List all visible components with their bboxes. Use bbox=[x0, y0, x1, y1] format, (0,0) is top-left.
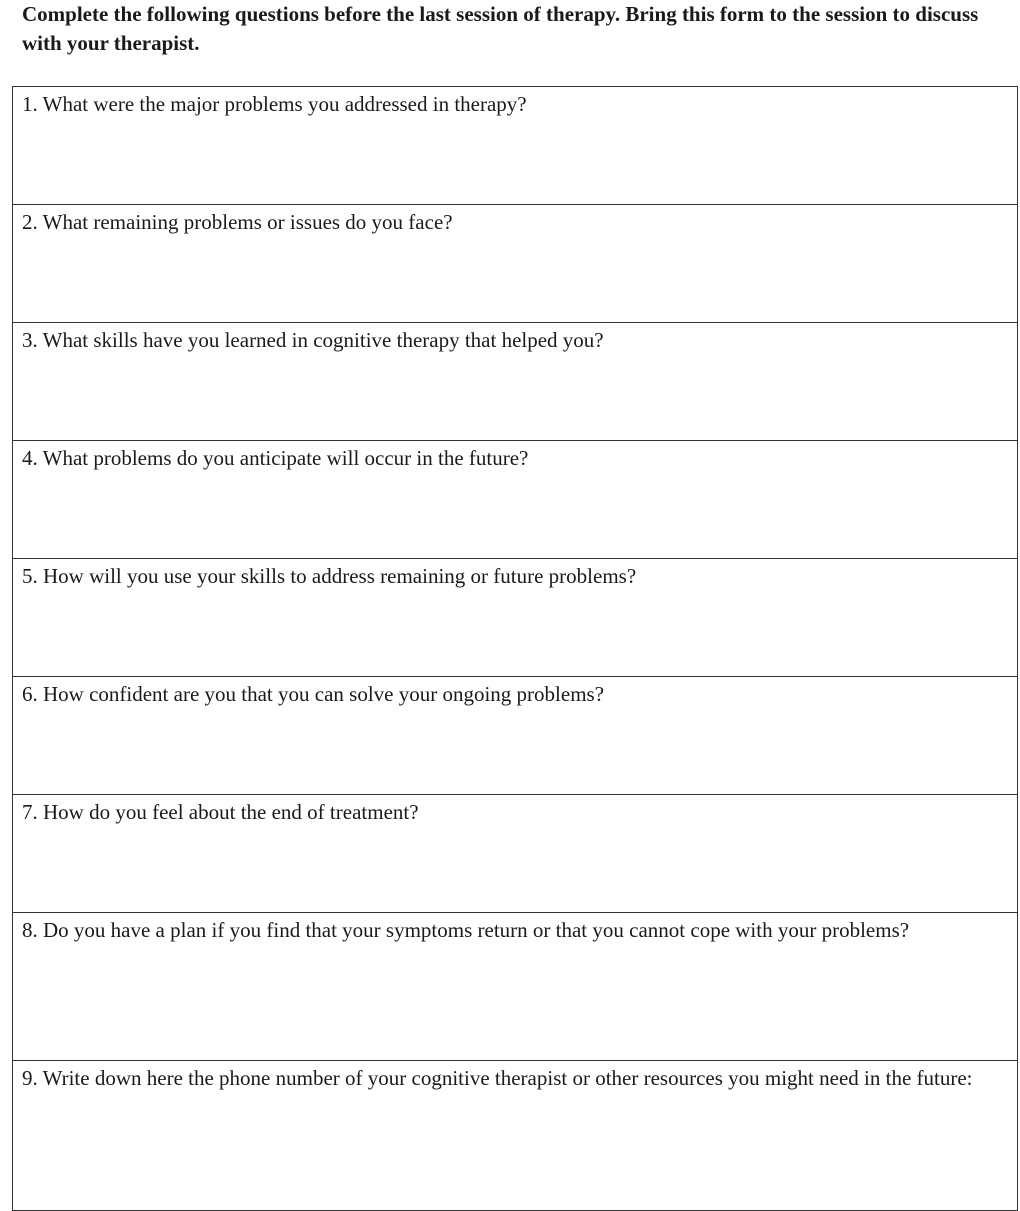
question-text-1: 1. What were the major problems you addressed in therapy? bbox=[22, 92, 527, 116]
question-text-4: 4. What problems do you anticipate will occur in the future? bbox=[22, 446, 529, 470]
question-cell-5[interactable] bbox=[13, 559, 1018, 677]
question-cell-2[interactable] bbox=[13, 205, 1018, 323]
form-instructions: Complete the following questions before the last session of therapy. Bring this form to the session to discuss with your therapist. bbox=[22, 2, 979, 55]
question-cell-9[interactable] bbox=[13, 1061, 1018, 1211]
question-text-5: 5. How will you use your skills to address remaining or future problems? bbox=[22, 564, 637, 588]
question-row-1 bbox=[13, 87, 1018, 205]
question-cell-3[interactable] bbox=[13, 323, 1018, 441]
question-row-6 bbox=[13, 677, 1018, 795]
question-text-9: 9. Write down here the phone number of your cognitive therapist or other resources you might need in the future: bbox=[22, 1066, 973, 1090]
question-text-6: 6. How confident are you that you can solve your ongoing problems? bbox=[22, 682, 605, 706]
question-row-5 bbox=[13, 559, 1018, 677]
question-text-7: 7. How do you feel about the end of treatment? bbox=[22, 800, 419, 824]
question-row-4 bbox=[13, 441, 1018, 559]
question-row-9 bbox=[13, 1061, 1018, 1211]
questionnaire-table bbox=[12, 86, 1018, 1211]
question-cell-8[interactable] bbox=[13, 913, 1018, 1061]
question-cell-4[interactable] bbox=[13, 441, 1018, 559]
question-cell-1[interactable] bbox=[13, 87, 1018, 205]
question-row-2 bbox=[13, 205, 1018, 323]
question-cell-6[interactable] bbox=[13, 677, 1018, 795]
question-row-7 bbox=[13, 795, 1018, 913]
question-text-3: 3. What skills have you learned in cognitive therapy that helped you? bbox=[22, 328, 604, 352]
question-text-2: 2. What remaining problems or issues do you face? bbox=[22, 210, 453, 234]
question-text-8: 8. Do you have a plan if you find that your symptoms return or that you cannot cope with your problems? bbox=[22, 918, 910, 942]
question-row-8 bbox=[13, 913, 1018, 1061]
question-row-3 bbox=[13, 323, 1018, 441]
question-cell-7[interactable] bbox=[13, 795, 1018, 913]
